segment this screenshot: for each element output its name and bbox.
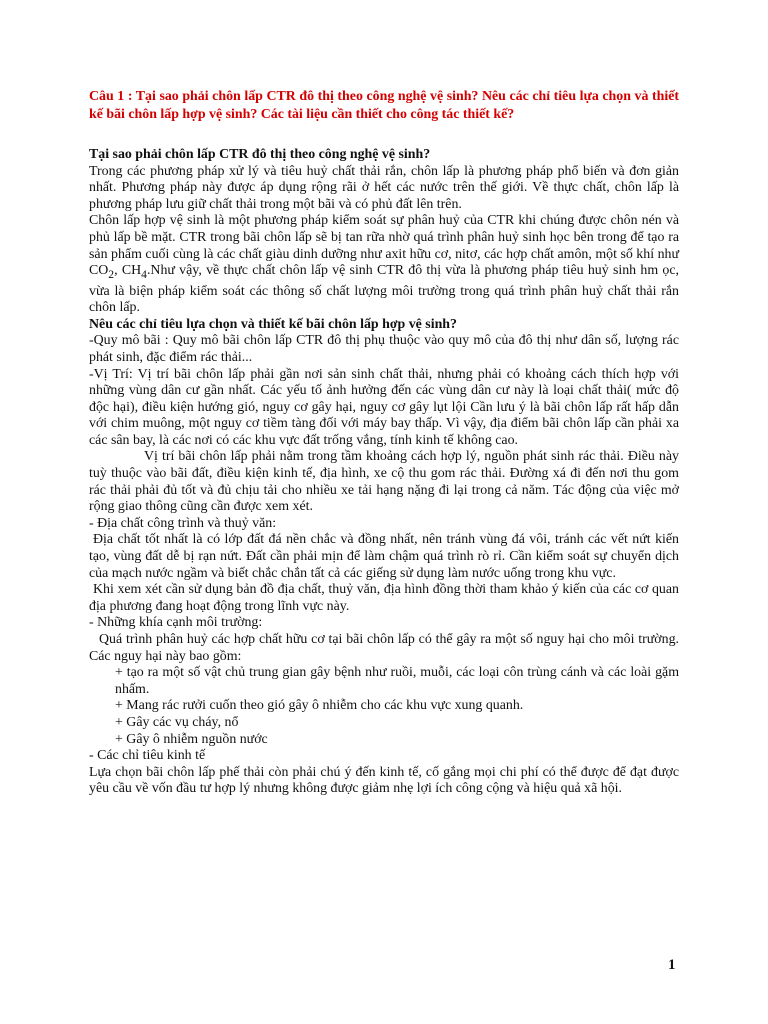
document-page — [89, 88, 679, 798]
subheading-geology: - Địa chất công trình và thuỷ văn: — [89, 515, 277, 531]
paragraph-location: -Vị Trí: Vị trí bãi chôn lấp phải gần nơi sản sinh chất thải, nhưng phải có khoảng cách thích hợp với những vùng dân cư gần nhất. Các yếu tố ảnh hưởng đến các vùng dân cư này là loại chất thải( mức độ độc hại), điều kiện hướng gió, nguy cơ gây hại, nguy cơ gây lụt lội Cần lưu ý là bãi chôn lấp rất hấp dẫn với chim muông, một nguy cơ tiềm tàng đối với máy bay thấp. Vì vậy, địa điểm bãi chôn lấp cần phải xa các sân bay, là các nơi có các khu vực đất trống vắng, tính kinh tế không cao. — [89, 366, 679, 448]
paragraph-geology-maps: Khi xem xét cần sử dụng bản đồ địa chất, thuỷ văn, địa hình đồng thời tham khảo ý kiến của các cơ quan địa phương đang hoạt động trong lĩnh vực này. — [89, 582, 679, 614]
list-item: + Gây ô nhiễm nguồn nước — [115, 731, 268, 747]
list-item: + Gây các vụ cháy, nổ — [115, 714, 239, 730]
text-segment: .Như vậy, về thực chất chôn lấp vệ sinh CTR đô thị vừa là phương pháp tiêu huỷ sinh hm ọc, vừa là biện pháp kiểm soát các thông số chất lượng môi trường trong quá trình phân huỷ chất thải rắn chôn lấp. — [89, 263, 679, 316]
section-heading-why: Tại sao phải chôn lấp CTR đô thị theo công nghệ vệ sinh? — [89, 147, 431, 162]
paragraph-intro: Trong các phương pháp xử lý và tiêu huỷ chất thải rắn, chôn lấp là phương pháp phổ biến và đơn giản nhất. Phương pháp này được áp dụng rộng rãi ở hết các nước trên thế giới. Về thực chất, chôn lấp là phương pháp lưu giữ chất thải trong một bãi và có phủ đất lên trên. — [89, 163, 679, 212]
subscript: 4 — [141, 267, 147, 281]
question-title: Câu 1 : Tại sao phải chôn lấp CTR đô thị theo công nghệ vệ sinh? Nêu các chỉ tiêu lựa chọn và thiết kế bãi chôn lấp hợp vệ sinh? Các tài liệu cần thiết cho công tác thiết kế? — [89, 89, 679, 122]
list-item: + Mang rác rưởi cuốn theo gió gây ô nhiễm cho các khu vực xung quanh. — [115, 698, 524, 714]
page-number: 1 — [668, 957, 676, 973]
paragraph-geology: Địa chất tốt nhất là có lớp đất đá nền chắc và đồng nhất, nên tránh vùng đá vôi, tránh các vết nứt kiến tạo, vùng đất dễ bị rạn nứt. Đất cần phải mịn để làm chậm quá trình rò rỉ. Cần kiểm soát sự chuyển dịch của mạch nước ngầm và biết chắc chắn tất cả các giếng sử dụng làm nước uống trong khu vực. — [89, 532, 679, 581]
paragraph-economics: Lựa chọn bãi chôn lấp phế thải còn phải chú ý đến kinh tế, cố gắng mọi chi phí có thể được để đạt được yêu cầu về vốn đầu tư hợp lý nhưng không được giảm nhẹ lợi ích công cộng và hiệu quả xã hội. — [89, 764, 679, 797]
list-item: + tạo ra một số vật chủ trung gian gây bệnh như ruồi, muỗi, các loại côn trùng cánh và các loài gặm nhấm. — [115, 665, 679, 697]
text-segment: , CH — [114, 263, 142, 279]
paragraph-scale: -Quy mô bãi : Quy mô bãi chôn lấp CTR đô thị phụ thuộc vào quy mô của đô thị như dân số, lượng rác phát sinh, đặc điểm rác thải... — [89, 333, 679, 365]
text-segment: Chôn lấp hợp vệ sinh là một phương pháp kiểm soát sự phân huỷ của CTR khi chúng được chôn nén và phủ lấp bề mặt. CTR trong bãi chôn lấp sẽ bị tan rữa nhờ quá trình phân huỷ sinh học bên trong để tạo ra sản phẩm cuối cùng là các chất giàu dinh dưỡng như axit hữu cơ, nitơ, các hợp chất amôn, một số khí như CO — [89, 213, 679, 279]
subheading-environment: - Những khía cạnh môi trường: — [89, 615, 263, 631]
subscript: 2 — [108, 267, 115, 281]
paragraph-location-distance: Vị trí bãi chôn lấp phải nằm trong tầm khoảng cách hợp lý, nguồn phát sinh rác thải. Điều này tuỳ thuộc vào bãi đất, điều kiện kinh tế, địa hình, xe cộ thu gom rác thải. Đường xá đi đến nơi thu gom rác thải phải đủ tốt và đủ chịu tải cho nhiều xe tải hạng nặng đi lại trong cả năm. Tác động của việc mở rộng giao thông cũng cần được xem xét. — [89, 449, 679, 515]
paragraph-sanitary-landfill — [89, 213, 679, 316]
subheading-economics: - Các chỉ tiêu kinh tế — [89, 748, 206, 764]
section-heading-criteria: Nêu các chỉ tiêu lựa chọn và thiết kế bãi chôn lấp hợp vệ sinh? — [89, 316, 457, 332]
paragraph-environment: Quá trình phân huỷ các hợp chất hữu cơ tại bãi chôn lấp có thể gây ra một số nguy hại cho môi trường. Các nguy hại này bao gồm: — [89, 632, 679, 664]
